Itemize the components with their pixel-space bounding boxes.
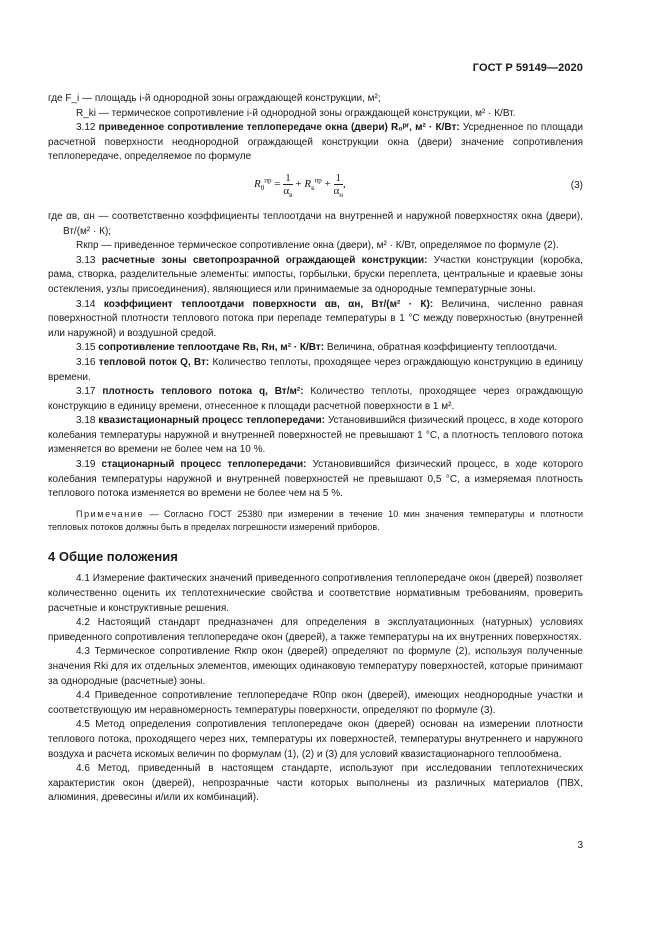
term-fi: где F_i — площадь i-й однородной зоны ограждающей конструкции, м²;	[48, 93, 381, 104]
note-label: Примечание	[76, 508, 145, 519]
paragraph-4-4: 4.4 Приведенное сопротивление теплопередаче R0пр окон (дверей), имеющих неоднородные участки и соответствующую им неравномерность температуры поверхности, определяют по формуле (3).	[48, 690, 583, 716]
formula-number: (3)	[570, 179, 583, 191]
clause-3-12-term: приведенное сопротивление теплопередаче окна (двери) R₀ᵖʳ, м² · К/Вт:	[98, 122, 460, 134]
where-rk: Rкпр — приведенное термическое сопротивление окна (двери), м² · К/Вт, определямое по формуле (2).	[76, 240, 559, 252]
where-alpha: где αв, αн — соответственно коэффициенты теплоотдачи на внутренней и наружной поверхностях окна (двери), Вт/(м² · К);	[48, 210, 583, 237]
clause-3-15: 3.15 сопротивление теплоотдаче Rв, Rн, м² · К/Вт: Величина, обратная коэффициенту теплоотдачи.	[76, 342, 558, 354]
page-body	[48, 92, 583, 806]
page-number: 3	[577, 840, 583, 851]
document-code: ГОСТ Р 59149—2020	[472, 62, 583, 74]
paragraph-4-1: 4.1 Измерение фактических значений приведенного сопротивления теплопередаче окон (дверей) позволяет количественно оценить их теплотехнические свойства и соответствие нормативным требованиям, проверить расчетные и конструктивные решения.	[48, 573, 583, 614]
paragraph-4-6: 4.6 Метод, приведенный в настоящем стандарте, используют при исследовании теплотехнических характеристик окон (дверей), непрозрачные части которых выполнены из различных материалов (ПВХ, алюминия, древесины и/или их комбинаций).	[48, 763, 583, 804]
term-rki: R_ki — термическое сопротивление i-й однородной зоны ограждающей конструкции, м² · К/Вт.	[76, 107, 516, 119]
note-body: — Согласно ГОСТ 25380 при измерении в течение 10 мин значения температуры и плотности тепловых потоков должны быть в пределах погрешности измерений приборов.	[48, 508, 583, 532]
clause-3-12: 3.12 приведенное сопротивление теплопередаче окна (двери) R₀ᵖʳ, м² · К/Вт: Усредненное по площади расчетной поверхности неоднородной ограждающей конструкции окна (двери) значение сопротивления теплопередаче, определяемое по формуле	[48, 122, 583, 163]
clause-3-16: 3.16 тепловой поток Q, Вт: Количество теплоты, проходящее через ограждающую конструкцию в единицу времени.	[48, 356, 583, 383]
paragraph-4-2: 4.2 Настоящий стандарт предназначен для определения в эксплуатационных (натурных) условиях приведенного сопротивления теплопередаче окон (дверей), а также температуры на их внутренних поверхностях.	[48, 617, 583, 643]
clause-3-19: 3.19 стационарный процесс теплопередачи: Установившийся физический процесс, в ходе которого колебания температуры наружной и внутренней поверхностей не превышают 0,5 °С, а измеряемая плотность теплового потока изменяется во времени не более чем на 5 %.	[48, 459, 584, 500]
formula-3	[48, 170, 583, 204]
clause-3-13: 3.13 расчетные зоны светопрозрачной ограждающей конструкции: Участки конструкции (коробка, рама, створка, разделительные элементы: импосты, горбыльки, бруски переплета, центральные и краевые зоны остекления, узлы присоединения), являющиеся или принимаемые за однородные температурные зоны.	[48, 254, 583, 295]
paragraph-4-3: 4.3 Термическое сопротивление Rкпр окон (дверей) определяют по формуле (2), используя полученные значения Rki для их отдельных элементов, имеющих одинаковую температуру поверхностей, которые принимают за однородные (расчетные) зоны.	[48, 646, 583, 687]
paragraph-4-5: 4.5 Метод определения сопротивления теплопередаче окон (дверей) основан на измерении плотности теплового потока, проходящего через них, температуры их поверхностей, температуры внутреннего и наружного воздуха и расчета искомых величин по формулам (1), (2) и (3) для условий квазистационарного теплообмена.	[48, 719, 583, 760]
note	[48, 508, 583, 534]
clause-3-18: 3.18 квазистационарный процесс теплопередачи: Установившийся физический процесс, в ходе которого колебания температуры наружной и внутренней поверхностей не превышают 1 °С, а плотность теплового потока изменяется во времени не более чем на 10 %.	[48, 415, 584, 456]
formula-3-expression: $R_0^{пр}$ = $\frac{1}{\alpha_в}$ + $R_к^{пр}$ + $\frac{1}{\alpha_н}$ ,	[254, 171, 346, 200]
clause-3-17: 3.17 плотность теплового потока q, Вт/м²: Количество теплоты, проходящее через ограждающую конструкцию в единицу времени, отнесенное к площади расчетной поверхности в 1 м².	[48, 386, 583, 412]
clause-3-14: 3.14 коэффициент теплоотдачи поверхности αв, αн, Вт/(м² · К): Величина, численно равная поверхностной плотности теплового потока при перепаде температуры в 1 °С между поверхностью (внутренней или наружной) и воздушной средой.	[48, 298, 584, 339]
section-4-title: 4 Общие положения	[48, 548, 178, 564]
